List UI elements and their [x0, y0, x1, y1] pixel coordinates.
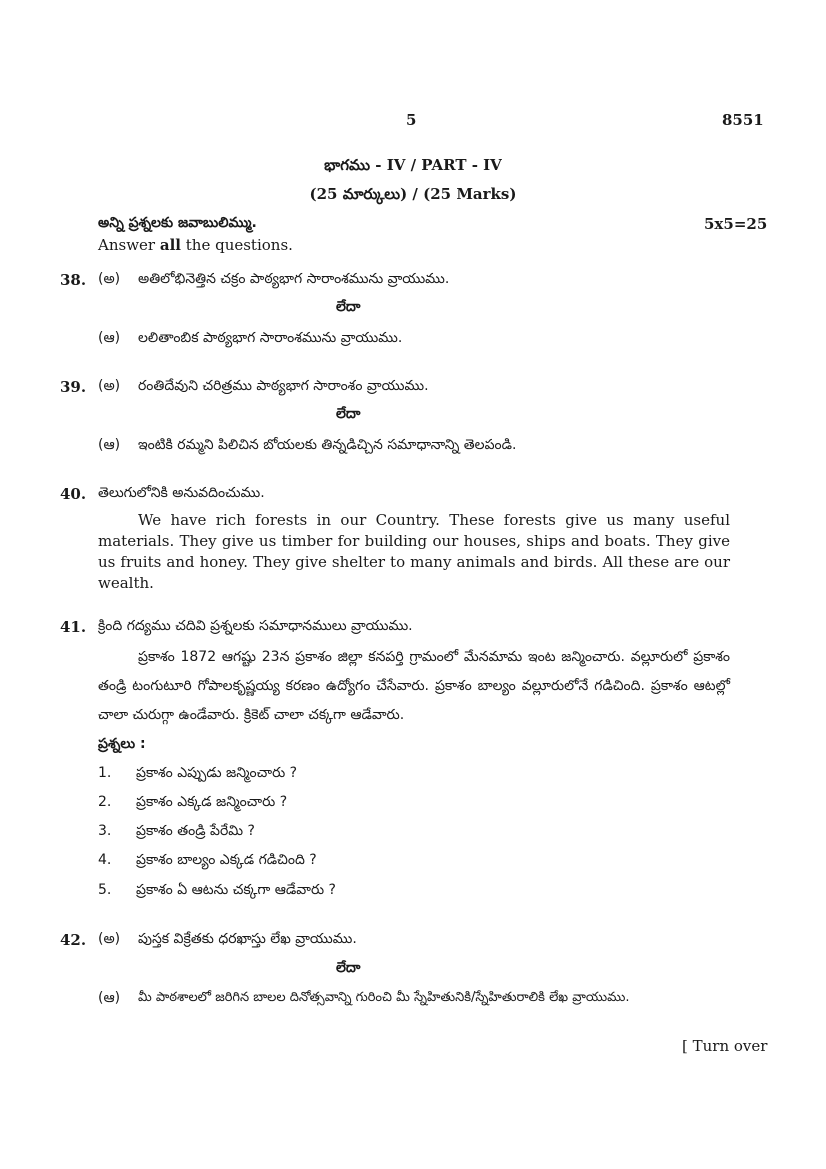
page-number: 5 [406, 111, 417, 129]
question-42b-label: (ఆ) [98, 990, 121, 1006]
question-42-number: 42. [60, 931, 87, 949]
question-39a-label: (అ) [98, 378, 121, 394]
sub-question-1-number: 1. [98, 765, 112, 781]
sub-question-3-number: 3. [98, 823, 112, 839]
sub-question-2-number: 2. [98, 794, 112, 810]
total-marks: 5x5=25 [704, 215, 768, 233]
question-42b-text: మీ పాఠశాలలో జరిగిన బాలల దినోత్సవాన్ని గురించి మీ స్నేహితునికి/స్నేహితురాలికి లేఖ వ్రాయుము. [138, 990, 630, 1005]
sub-question-1-text: ప్రకాశం ఎప్పుడు జన్మించారు ? [136, 765, 298, 781]
question-38-or: లేదా [336, 299, 361, 315]
question-38-number: 38. [60, 271, 87, 289]
instruction-english [98, 236, 293, 254]
sub-question-2-text: ప్రకాశం ఎక్కడ జన్మించారు ? [136, 794, 288, 810]
question-38b-text: లలితాంబిక పాఠ్యభాగ సారాంశమును వ్రాయుము. [138, 330, 403, 346]
sub-question-3-text: ప్రకాశం తండ్రి పేరేమి ? [136, 823, 255, 839]
question-41-questions-heading: ప్రశ్నలు : [98, 736, 146, 752]
question-39-or: లేదా [336, 406, 361, 422]
question-40-number: 40. [60, 485, 87, 503]
sub-question-5-number: 5. [98, 882, 112, 898]
question-39a-text: రంతిదేవుని చరిత్రము పాఠ్యభాగ సారాంశం వ్రాయుము. [138, 378, 429, 394]
turn-over-note: [ Turn over [682, 1037, 768, 1055]
part-title: భాగము - IV / PART - IV [324, 156, 502, 174]
question-42a-label: (అ) [98, 931, 121, 947]
question-41-instruction: క్రింది గద్యము చదివి ప్రశ్నలకు సమాధానములు వ్రాయుము. [98, 618, 413, 634]
sub-question-4-text: ప్రకాశం బాల్యం ఎక్కడ గడిచింది ? [136, 852, 317, 868]
instruction-english-bold: all [159, 236, 181, 254]
question-38a-text: అతిలోభినెత్తిన చక్రం పాఠ్యభాగ సారాంశమును వ్రాయుము. [138, 271, 450, 287]
question-38a-label: (అ) [98, 271, 121, 287]
question-41-passage: ప్రకాశం 1872 ఆగష్టు 23న ప్రకాశం జిల్లా కనపర్తి గ్రామంలో మేనమామ ఇంట జన్మించారు. వల్లూరులో ప్రకాశం తండ్రి టంగుటూరి గోపాలకృష్ణయ్య కరణం ఉద్యోగం చేసేవారు. ప్రకాశం బాల్యం వల్లూరులోనే గడిచింది. ప్రకాశం ఆటల్లో చాలా చురుగ్గా ఉండేవారు. క్రికెట్ చాలా చక్కగా ఆడేవారు. [98, 649, 730, 723]
sub-question-5-text: ప్రకాశం ఏ ఆటను చక్కగా ఆడేవారు ? [136, 882, 336, 898]
sub-question-4-number: 4. [98, 852, 112, 868]
instruction-english-pre: Answer [98, 236, 160, 254]
question-39b-text: ఇంటికి రమ్మని పిలిచిన బోయలకు తిన్నడిచ్చిన సమాధానాన్ని తెలపండి. [138, 437, 517, 453]
part-marks: (25 మార్కులు) / (25 Marks) [309, 185, 517, 203]
question-42-or: లేదా [336, 960, 361, 976]
question-40-passage: We have rich forests in our Country. These forests give us many useful materials. They give us timber for building our houses, ships and boats. They give us fruits and honey. They give shelter to many animals and birds. All these are our wealth. [98, 511, 730, 592]
question-39-number: 39. [60, 378, 87, 396]
question-41-number: 41. [60, 618, 87, 636]
instruction-telugu: అన్ని ప్రశ్నలకు జవాబులిమ్ము. [98, 215, 257, 231]
paper-code: 8551 [722, 111, 764, 129]
question-40-instruction: తెలుగులోనికి అనువదించుము. [98, 485, 265, 501]
question-39b-label: (ఆ) [98, 437, 121, 453]
instruction-english-post: the questions. [180, 236, 293, 254]
question-42a-text: పుస్తక విక్రేతకు ధరఖాస్తు లేఖ వ్రాయుము. [138, 931, 357, 947]
question-38b-label: (ఆ) [98, 330, 121, 346]
